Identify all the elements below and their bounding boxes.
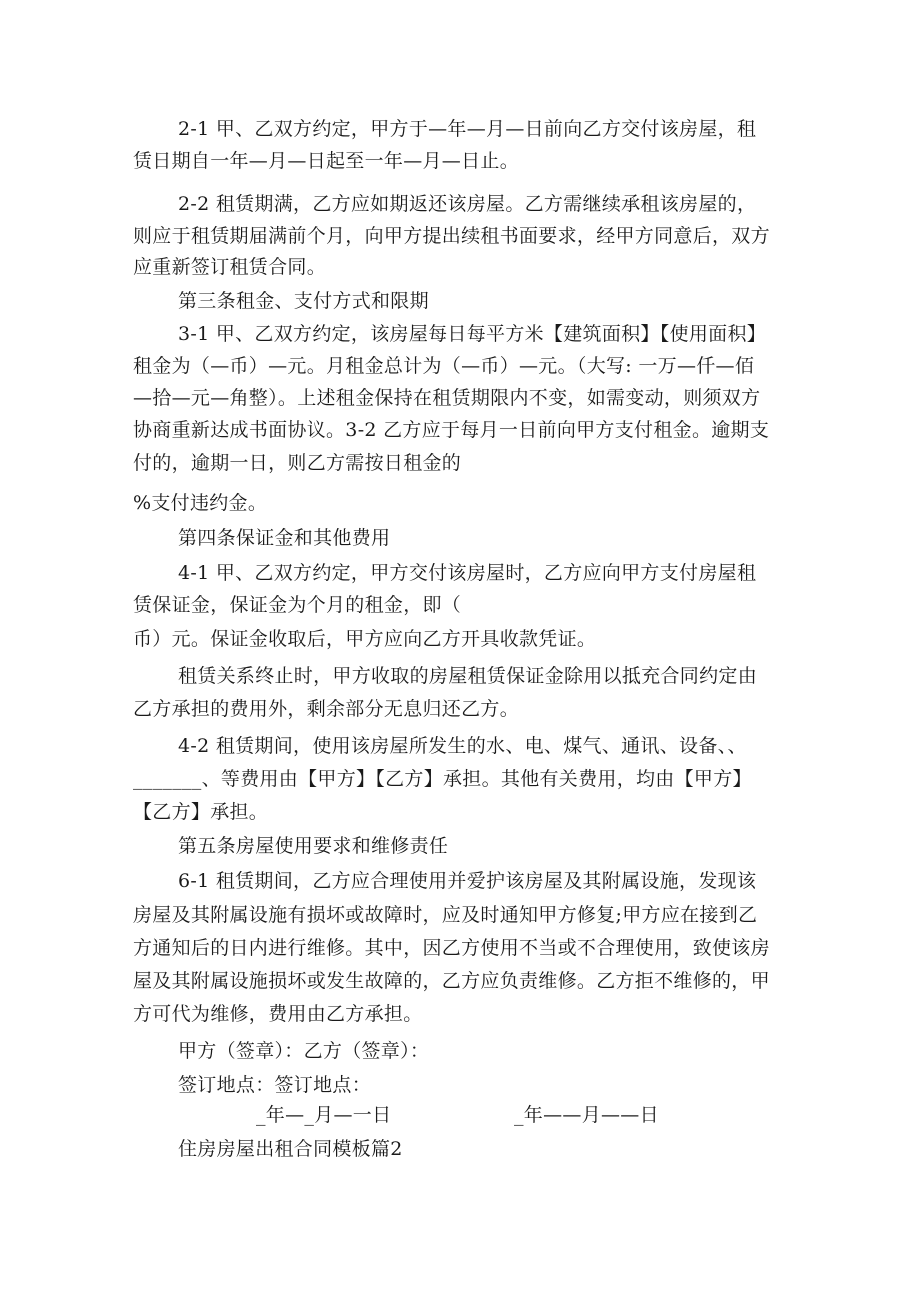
paragraph-4-1-line-1: 4-1 甲、乙双方约定，甲方交付该房屋时，乙方应向甲方支付房屋租: [178, 562, 757, 584]
paragraph-3-1-line-5: 付的，逾期一日，则乙方需按日租金的: [133, 452, 462, 474]
paragraph-6-1-line-5: 方可代为维修，费用由乙方承担。: [133, 1003, 423, 1025]
paragraph-4-1-line-2: 赁保证金，保证金为个月的租金，即（: [133, 594, 462, 616]
date-party-a: _年—_月—一日: [256, 1104, 392, 1126]
signing-location-line: 签订地点：签订地点：: [178, 1074, 372, 1096]
section-heading-5: 第五条房屋使用要求和维修责任: [178, 835, 449, 857]
paragraph-6-1-line-3: 方通知后的日内进行维修。其中，因乙方使用不当或不合理使用，致使该房: [133, 937, 770, 959]
paragraph-4-1-line-3: 币）元。保证金收取后，甲方应向乙方开具收款凭证。: [133, 628, 597, 650]
paragraph-3-1-line-1: 3-1 甲、乙双方约定，该房屋每日每平方米【建筑面积】【使用面积】: [178, 323, 767, 345]
paragraph-2-1-line-1: 2-1 甲、乙双方约定，甲方于—年—月—日前向乙方交付该房屋，租: [178, 118, 757, 140]
paragraph-2-2-line-3: 应重新签订租赁合同。: [133, 256, 327, 278]
paragraph-6-1-line-1: 6-1 租赁期间，乙方应合理使用并爱护该房屋及其附属设施，发现该: [178, 870, 757, 892]
paragraph-2-1-line-2: 赁日期自一年—月—日起至一年—月—日止。: [133, 150, 520, 172]
paragraph-6-1-line-4: 屋及其附属设施损坏或发生故障的，乙方应负责维修。乙方拒不维修的，甲: [133, 970, 770, 992]
paragraph-6-1-line-2: 房屋及其附属设施有损坏或故障时，应及时通知甲方修复;甲方应在接到乙: [133, 904, 758, 926]
paragraph-3-1-line-2: 租金为（—币）—元。月租金总计为（—币）—元。（大写: 一万—仟—佰: [133, 355, 755, 377]
paragraph-2-2-line-1: 2-2 租赁期满，乙方应如期返还该房屋。乙方需继续承租该房屋的，: [178, 193, 757, 215]
paragraph-3-1-line-3: —拾—元—角整）。上述租金保持在租赁期限内不变，如需变动，则须双方: [133, 387, 761, 409]
date-party-b: _年——月——日: [514, 1104, 659, 1126]
section-heading-4: 第四条保证金和其他费用: [178, 527, 391, 549]
paragraph-3-1-line-6: %支付违约金。: [133, 492, 268, 514]
next-template-title: 住房房屋出租合同模板篇2: [178, 1138, 403, 1160]
paragraph-deposit-return-line-1: 租赁关系终止时，甲方收取的房屋租赁保证金除用以抵充合同约定由: [178, 665, 758, 687]
paragraph-4-2-line-3: 【乙方】承担。: [133, 801, 269, 823]
paragraph-3-1-line-4: 协商重新达成书面协议。3-2 乙方应于每月一日前向甲方支付租金。逾期支: [133, 419, 770, 441]
paragraph-4-2-line-1: 4-2 租赁期间，使用该房屋所发生的水、电、煤气、通讯、设备、、: [178, 735, 747, 757]
signature-line: 甲方（签章）：乙方（签章）：: [178, 1040, 430, 1062]
paragraph-deposit-return-line-2: 乙方承担的费用外，剩余部分无息归还乙方。: [133, 698, 520, 720]
paragraph-2-2-line-2: 则应于租赁期届满前个月，向甲方提出续租书面要求，经甲方同意后，双方: [133, 225, 770, 247]
paragraph-4-2-line-2: _______、等费用由【甲方】【乙方】承担。其他有关费用，均由【甲方】: [133, 768, 752, 790]
section-heading-3: 第三条租金、支付方式和限期: [178, 290, 429, 312]
